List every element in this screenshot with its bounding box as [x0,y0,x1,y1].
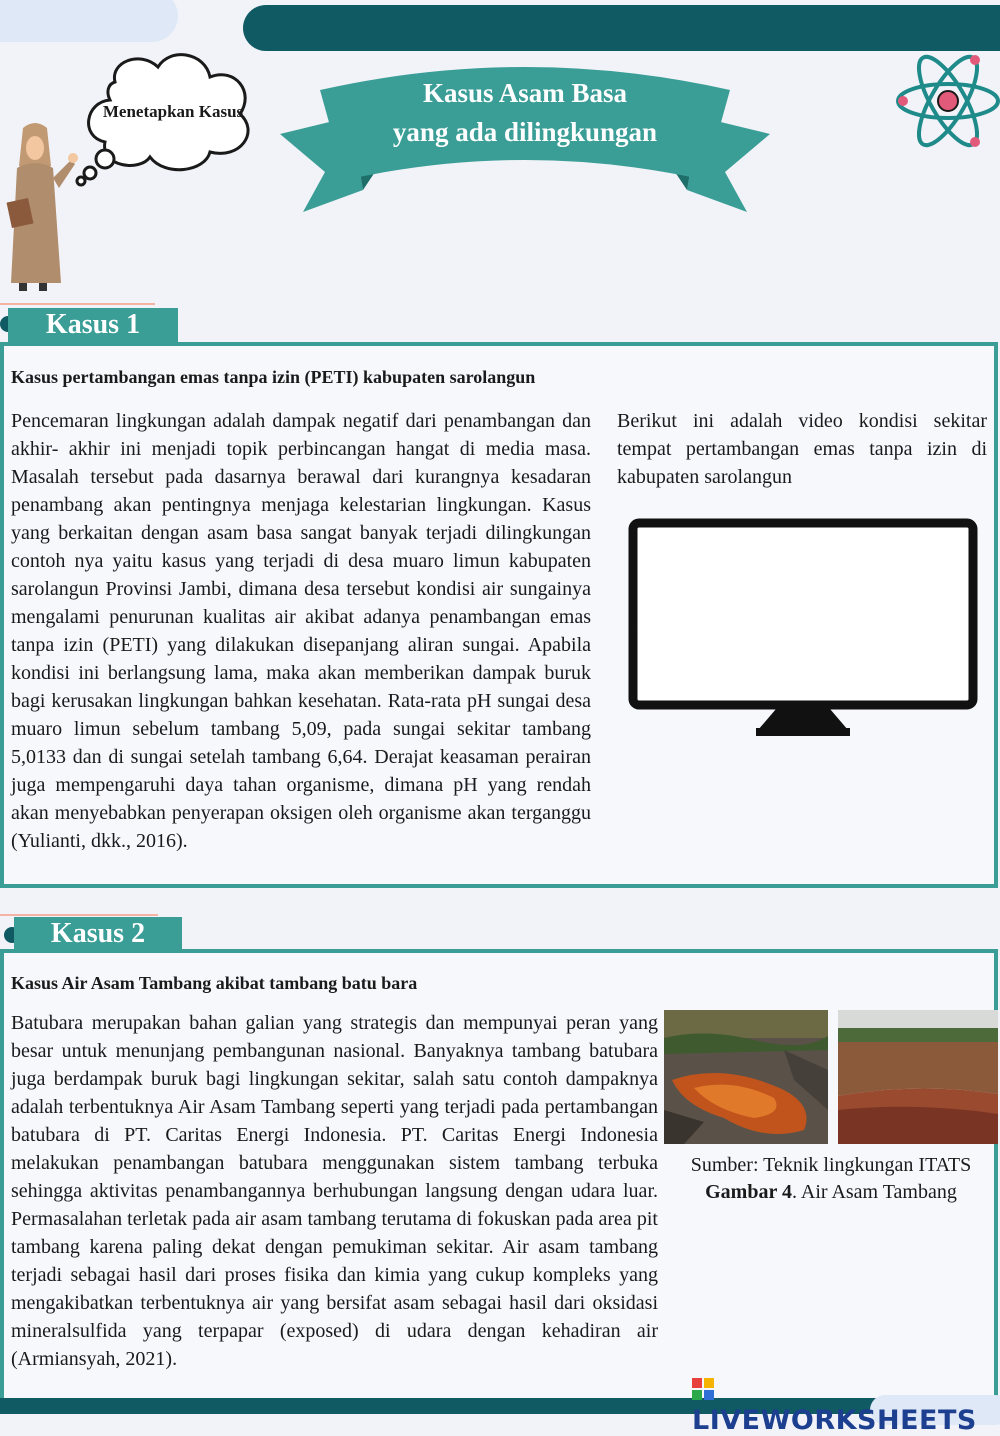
top-header-bar [243,5,1000,51]
kasus1-paragraph: Pencemaran lingkungan adalah dampak negatif dari penambangan dan akhir- akhir ini menjadi topik perbincangan hangat di media masa. Masalah tersebut pada dasarnya berawal dari kurangnya kesadaran penambang akan pentingnya menjaga kelestarian lingkungan. Kasus yang berkaitan dengan asam basa sangat banyak terjadi dilingkungan contoh nya yaitu kasus yang terjadi di desa muaro limun kabupaten sarolangun Provinsi Jambi, dimana desa tersebut kondisi air sungainya mengalami penurunan kualitas air akibat adanya penambangan emas tanpa izin (PETI) yang dilakukan disepanjang aliran sungai. Apabila kondisi ini berlangsung lama, maka akan memberikan dampak buruk bagi kerusakan lingkungan bahkan kesehatan. Rata-rata pH sungai desa muaro limun sebelum tambang 5,09, pada sungai sekitar tambang 5,0133 dan di sungai setelah tambang 6,64. Derajat keasaman perairan juga mempengaruhi daya tahan organisme, dimana pH yang rendah akan menyebabkan penyerapan oksigen oleh organisme akan terganggu (Yulianti, dkk., 2016). [11,410,591,852]
caption-line [664,1179,998,1206]
acid-mine-photo-1 [664,1010,828,1144]
caption-source: Sumber: Teknik lingkungan ITATS [690,1154,972,1176]
kasus2-subtitle: Kasus Air Asam Tambang akibat tambang batu bara [11,973,418,993]
acid-mine-photo-2 [838,1010,998,1144]
kasus2-tab: Kasus 2 [14,917,182,951]
kasus1-subtitle: Kasus pertambangan emas tanpa izin (PETI) kabupaten sarolangun [11,367,536,387]
kasus1-tab-accent [0,303,155,305]
kasus1-video-intro: Berikut ini adalah video kondisi sekitar tempat pertambangan emas tanpa izin di kabupaten sarolangun [617,410,987,488]
atom-icon [893,48,1000,154]
top-left-decoration [0,0,178,42]
kasus2-tab-accent [0,914,158,916]
caption-text: . Air Asam Tambang [791,1181,957,1203]
liveworksheets-logo-icon [692,1378,714,1400]
title-line-1: Kasus Asam Basa [422,78,628,108]
kasus1-box [0,342,998,888]
kasus2-box [0,949,998,1399]
caption-label: Gambar 4 [705,1181,792,1203]
image-caption [664,1152,998,1206]
liveworksheets-logo[interactable] [692,1374,1000,1436]
logo-text: LIVEWORKSHEETS [692,1405,977,1436]
kasus1-tab: Kasus 1 [8,308,178,342]
title-line-2: yang ada dilingkungan [392,117,658,147]
teacher-illustration [5,118,85,298]
kasus2-paragraph: Batubara merupakan bahan galian yang strategis dan mempunyai peran yang besar untuk menunjang pembangunan nasional. Banyaknya tambang batubara juga berdampak buruk bagi lingkungan sekitar, salah satu contoh dampaknya adalah terbentuknya Air Asam Tambang seperti yang terjadi pada pertambangan batubara di PT. Caritas Energi Indonesia. PT. Caritas Energi Indonesia melakukan penambangan batubara menggunakan sistem tambang terbuka sehingga aktivitas penambangannya berhubungan langsung dengan udara luar. Permasalahan terletak pada air asam tambang terutama di fokuskan pada area pit tambang karena paling dekat dengan pemukiman sekitar. Air asam tambang terjadi sebagai hasil dari proses fisika dan kimia yang cukup kompleks yang mengakibatkan terbentuknya air yang bersifat asam sebagai hasil dari oksidasi mineralsulfida yang terpapar (exposed) di udara dengan kehadiran air (Armiansyah, 2021). [11,1012,658,1370]
video-monitor-icon[interactable] [626,516,980,738]
page-title [370,74,680,152]
thought-bubble-text: Menetapkan Kasus [102,102,244,121]
